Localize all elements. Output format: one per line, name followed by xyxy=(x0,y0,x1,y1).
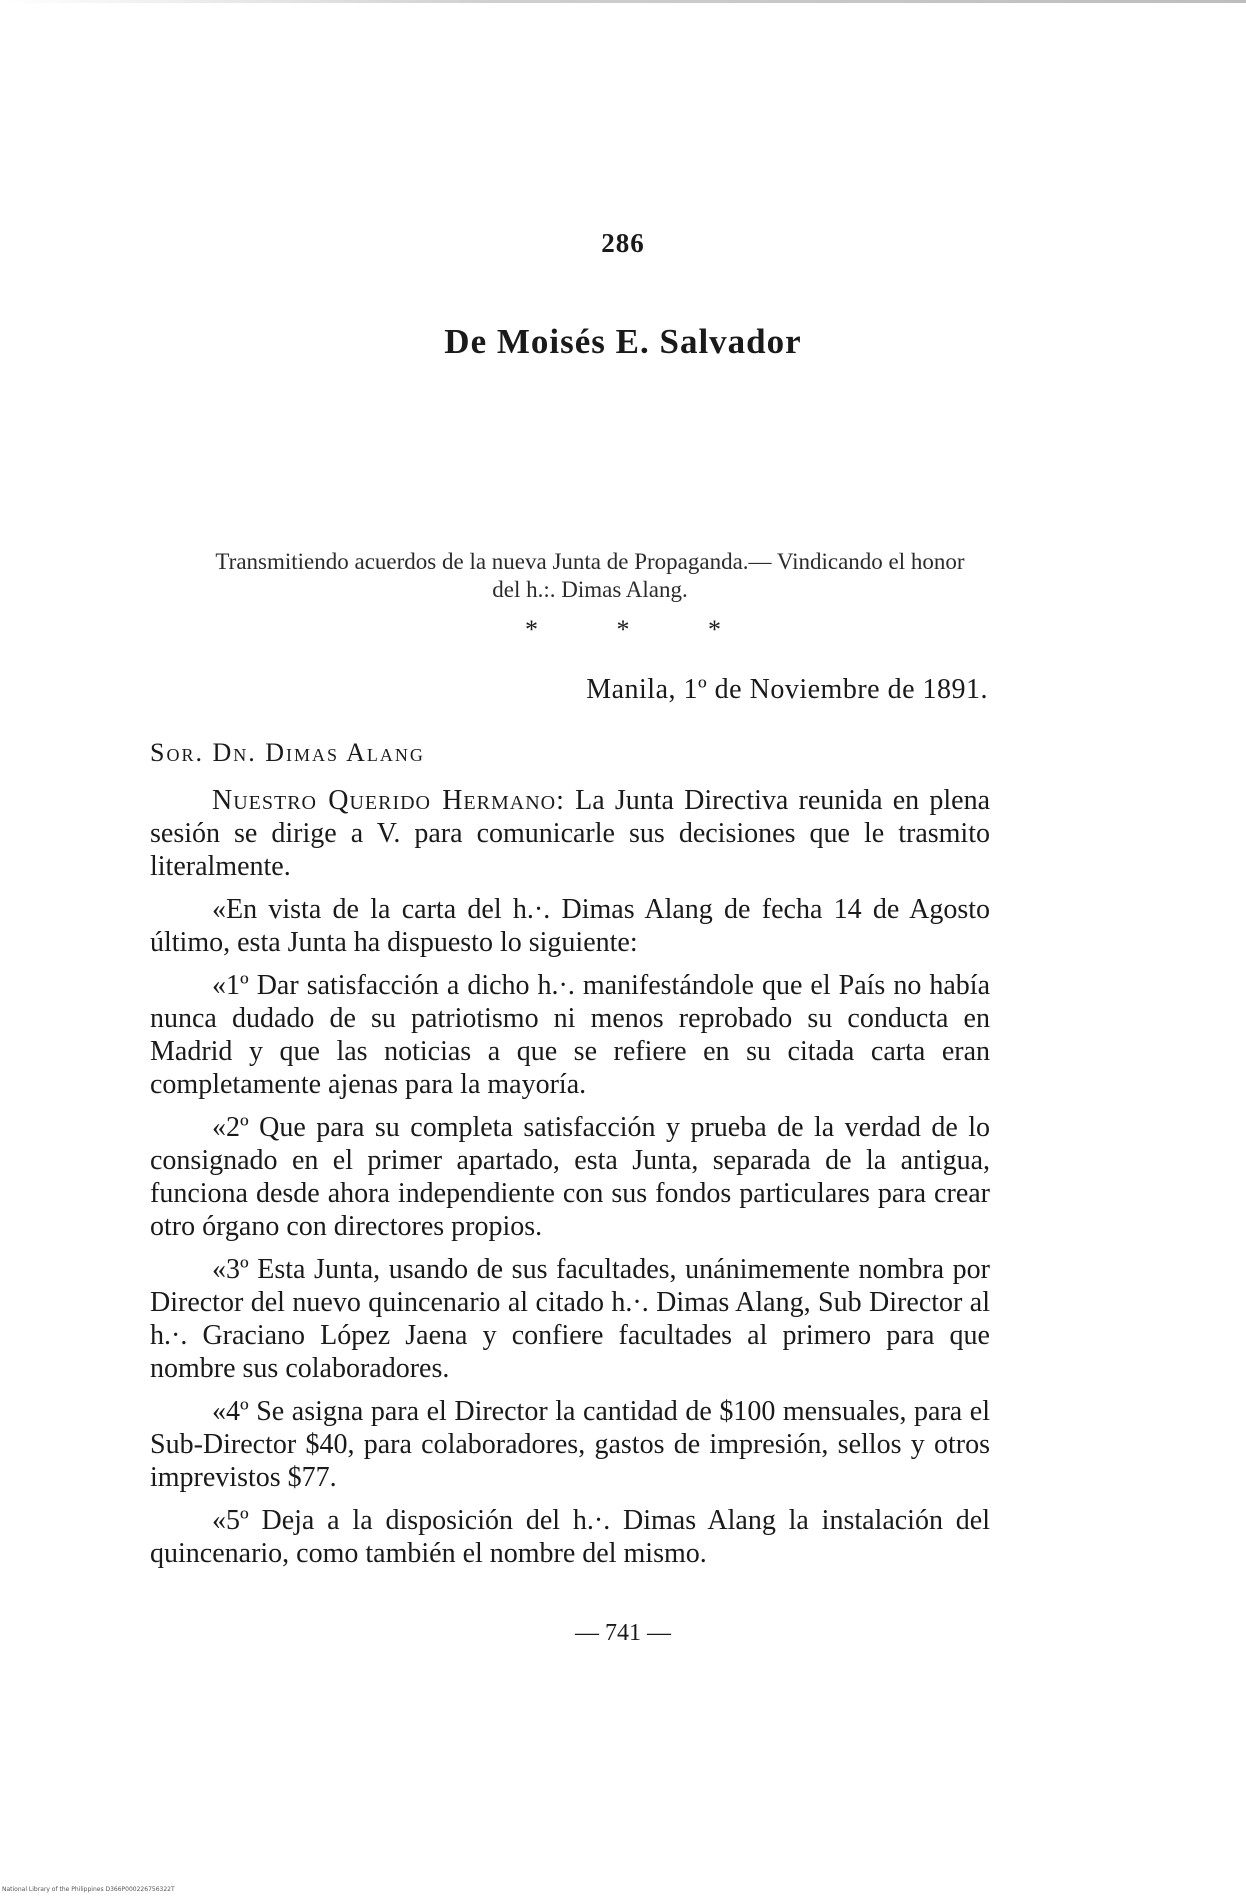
paragraph: «5º Deja a la disposición del h.·. Dimas Alang la instalación del quincenario, como también el nombre del mismo. xyxy=(150,1505,990,1569)
section-separator: * * * xyxy=(525,615,757,644)
paragraph: «En vista de la carta del h.·. Dimas Alang de fecha 14 de Agosto último, esta Junta ha dispuesto lo siguiente: xyxy=(150,894,990,958)
greeting: Nuestro Querido Hermano: xyxy=(212,785,565,816)
recipient-line: Sor. Dn. Dimas Alang xyxy=(150,738,425,767)
paragraph: «4º Se asigna para el Director la cantidad de $100 mensuales, para el Sub-Director $40, para colaboradores, gastos de impresión, sellos y otros imprevistos $77. xyxy=(150,1396,990,1493)
document-summary: Transmitiendo acuerdos de la nueva Junta de Propaganda.— Vindicando el honor del h.:. Dimas Alang. xyxy=(215,549,965,602)
page-number: — 741 — xyxy=(575,1620,671,1646)
top-edge-rule xyxy=(0,0,1246,3)
footer-credit: National Library of the Philippines D366P000226756322T xyxy=(2,1886,175,1893)
document-number: 286 xyxy=(601,228,645,258)
paragraph: «2º Que para su completa satisfacción y prueba de la verdad de lo consignado en el primer apartado, esta Junta, separada de la antigua, funciona desde ahora independiente con sus fondos particulares para crear otro órgano con directores propios. xyxy=(150,1112,990,1242)
document-title: De Moisés E. Salvador xyxy=(444,322,802,361)
letter-body xyxy=(150,784,990,1580)
paragraph: «3º Esta Junta, usando de sus facultades, unánimemente nombra por Director del nuevo quincenario al citado h.·. Dimas Alang, Sub Director al h.·. Graciano López Jaena y confiere facultades al primero para que nombre sus colaboradores. xyxy=(150,1254,990,1384)
paragraph: «1º Dar satisfacción a dicho h.·. manifestándole que el País no había nunca dudado de su patriotismo ni menos reprobado su conducta en Madrid y que las noticias a que se refiere en su citada carta eran completamente ajenas para la mayoría. xyxy=(150,970,990,1100)
paragraph-text: La Junta Directiva reunida en plena sesión se dirige a V. para comunicarle sus decisiones que le trasmito literalmente. xyxy=(150,785,990,882)
paragraph-opening xyxy=(150,784,990,883)
place-date: Manila, 1º de Noviembre de 1891. xyxy=(586,674,988,705)
